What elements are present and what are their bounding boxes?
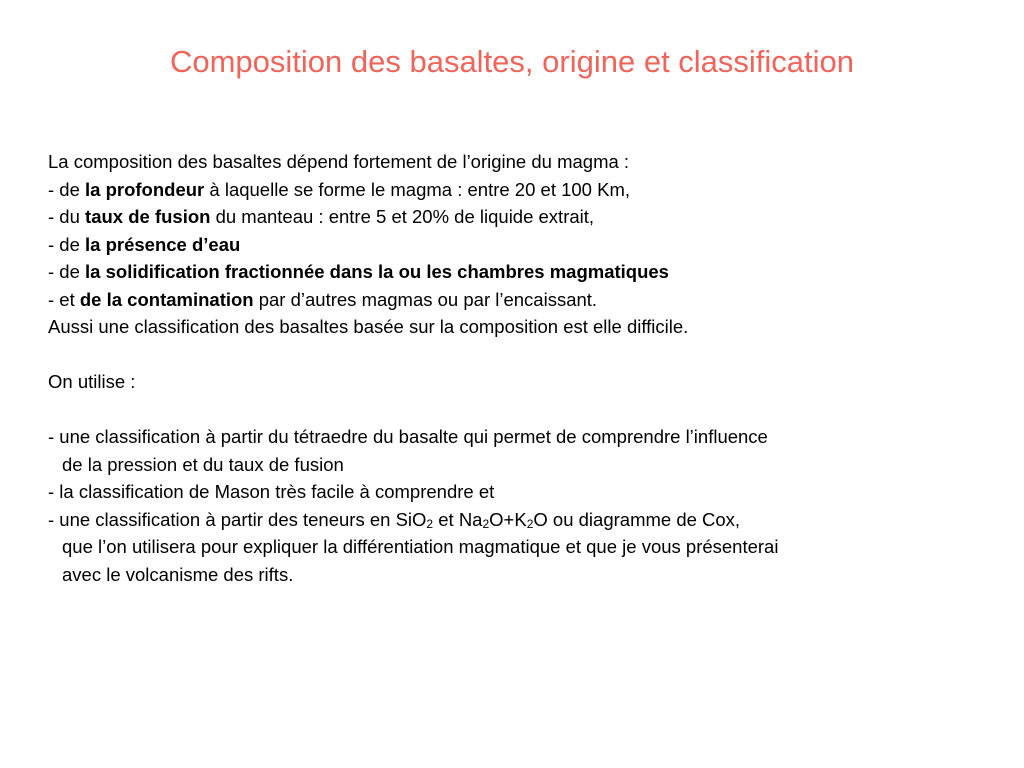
factor-keyword: la profondeur	[85, 178, 205, 200]
subscript: 2	[426, 516, 434, 531]
factor-prefix: - de	[48, 233, 86, 255]
factor-detail: du manteau : entre 5 et 20% de liquide extrait,	[210, 206, 595, 227]
on-utilise-line: On utilise :	[48, 371, 136, 392]
factor-contamination	[48, 286, 1008, 314]
cox-text: et Na	[433, 508, 483, 530]
classification-cox-line	[48, 506, 1008, 534]
spacer	[48, 341, 1008, 369]
factor-water	[48, 231, 1008, 259]
cox-text: O ou diagramme de Cox,	[533, 508, 741, 530]
factor-keyword: de la contamination	[79, 288, 254, 310]
classification-cox-continuation: avec le volcanisme des rifts.	[62, 563, 294, 585]
cox-text: O+K	[489, 508, 527, 530]
factor-melting-rate	[48, 203, 1008, 231]
factor-keyword: la présence d’eau	[85, 233, 241, 255]
factor-detail: à laquelle se forme le magma : entre 20 et 100 Km,	[204, 178, 630, 200]
factor-prefix: - et	[48, 288, 80, 310]
factor-keyword: la solidification fractionnée dans la ou les chambres magmatiques	[85, 261, 669, 282]
classification-tetrahedron-line: - une classification à partir du tétraedre du basalte qui permet de comprendre l’influence	[48, 426, 768, 447]
factor-prefix: - de	[48, 178, 86, 200]
spacer	[48, 396, 1008, 424]
slide-title: Composition des basaltes, origine et classification	[169, 44, 855, 79]
factor-fractional-crystallization	[48, 258, 1008, 286]
factor-prefix: - du	[48, 206, 86, 227]
cox-text: - une classification à partir des teneurs en SiO	[48, 508, 427, 530]
factor-depth	[48, 176, 1008, 204]
conclusion-line: Aussi une classification des basaltes basée sur la composition est elle difficile.	[48, 316, 689, 337]
intro-line: La composition des basaltes dépend fortement de l’origine du magma :	[48, 151, 630, 172]
factor-prefix: - de	[48, 261, 86, 282]
classification-mason-line: - la classification de Mason très facile à comprendre et	[48, 481, 495, 502]
subscript: 2	[526, 516, 534, 531]
subscript: 2	[482, 516, 490, 531]
factor-detail: par d’autres magmas ou par l’encaissant.	[253, 288, 598, 310]
classification-tetrahedron-continuation: de la pression et du taux de fusion	[62, 453, 344, 475]
classification-cox-continuation: que l’on utilisera pour expliquer la différentiation magmatique et que je vous présenterai	[62, 536, 779, 557]
factor-keyword: taux de fusion	[85, 206, 211, 227]
slide-body	[48, 148, 1008, 588]
